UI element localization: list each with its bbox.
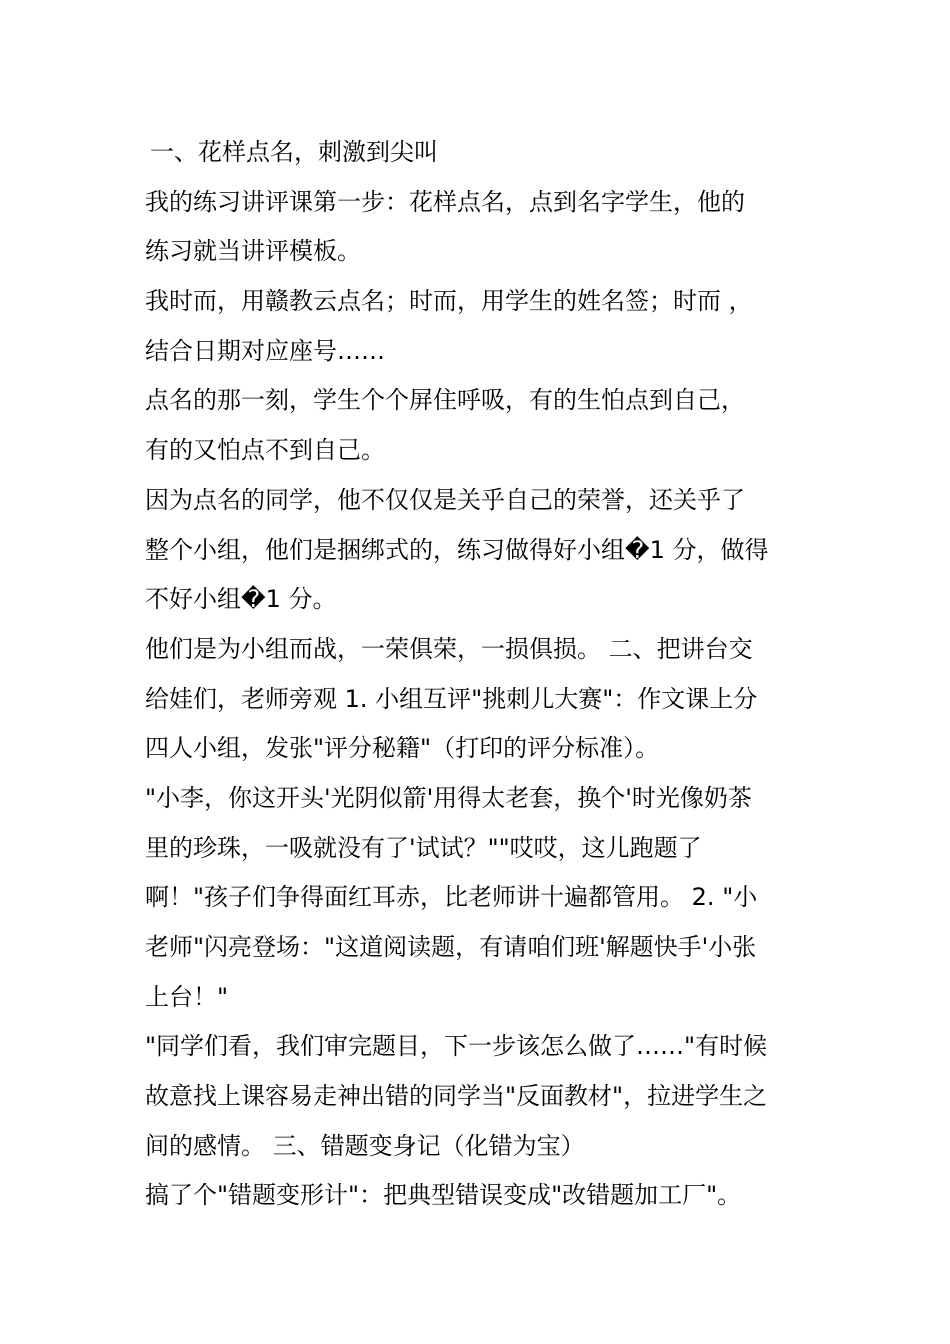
text-line: "小李，你这开头'光阴似箭'用得太老套，换个'时光像奶茶 [145, 783, 752, 812]
text-line: 搞了个"错题变形计"：把典型错误变成"改错题加工厂"。 [145, 1181, 742, 1210]
text-line: 有的又怕点不到自己。 [145, 436, 385, 465]
text-line: 上台！" [145, 982, 229, 1011]
text-line: 老师"闪亮登场："这道阅读题，有请咱们班'解题快手'小张 [145, 933, 757, 961]
text-line: 练习就当讲评模板。 [145, 237, 361, 266]
text-line: 他们是为小组而战，一荣俱荣，一损俱损。 二、把讲台交 [145, 634, 753, 663]
text-line: 我的练习讲评课第一步：花样点名，点到名字学生，他的 [145, 187, 745, 216]
document-body [145, 128, 815, 1221]
text-line: "同学们看，我们审完题目，下一步该怎么做了……"有时候 [145, 1032, 768, 1061]
text-line: 故意找上课容易走神出错的同学当"反面教材"，拉进学生之 [145, 1082, 768, 1111]
text-line: 不好小组�1 分。 [145, 585, 337, 614]
text-line: 因为点名的同学，他不仅仅是关乎自己的荣誉，还关乎了 [145, 485, 745, 514]
text-line: 四人小组，发张"评分秘籍"（打印的评分标准）。 [145, 734, 660, 763]
text-line: 整个小组，他们是捆绑式的，练习做得好小组�1 分，做得 [145, 535, 769, 564]
text-line: 点名的那一刻，学生个个屏住呼吸，有的生怕点到自己， [145, 386, 745, 415]
text-line: 结合日期对应座号…… [145, 336, 385, 365]
text-line: 间的感情。 三、错题变身记（化错为宝） [145, 1131, 585, 1160]
text-line: 我时而，用赣教云点名；时而，用学生的姓名签；时而 ， [145, 287, 753, 316]
text-line: 给娃们，老师旁观 1. 小组互评"挑刺儿大赛"：作文课上分 [145, 684, 758, 713]
section-heading-1: 一、花样点名，刺激到尖叫 [150, 138, 438, 166]
text-line: 啊！"孩子们争得面红耳赤，比老师讲十遍都管用。 2. "小 [145, 883, 758, 912]
text-line: 里的珍珠，一吸就没有了'试试？""哎哎，这儿跑题了 [145, 833, 702, 862]
